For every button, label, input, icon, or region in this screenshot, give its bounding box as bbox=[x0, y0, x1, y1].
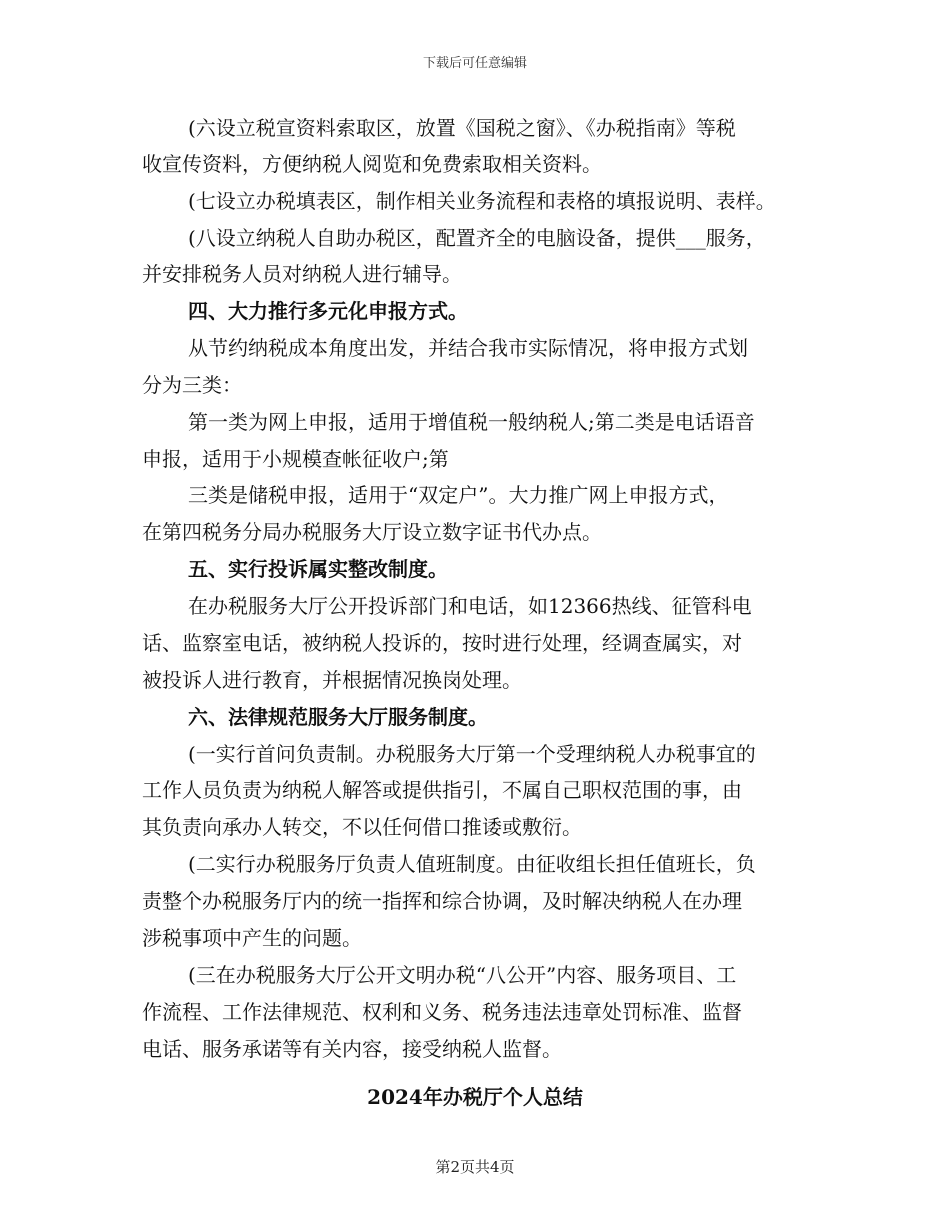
page-footer: 第2页共4页 bbox=[435, 1158, 515, 1176]
paragraph-line: 话、监察室电话，被纳税人投诉的，按时进行处理，经调查属实，对 bbox=[142, 631, 742, 655]
section-heading: 四、大力推行多元化申报方式。 bbox=[188, 299, 468, 323]
paragraph-line: 收宣传资料，方便纳税人阅览和免费索取相关资料。 bbox=[142, 152, 602, 176]
paragraph-line: 分为三类： bbox=[142, 373, 242, 397]
paragraph-line: 申报，适用于小规模查帐征收户;第 bbox=[142, 447, 449, 471]
paragraph-line: 从节约纳税成本角度出发，并结合我市实际情况，将申报方式划 bbox=[188, 336, 748, 360]
paragraph-line: 电话、服务承诺等有关内容，接受纳税人监督。 bbox=[142, 1037, 562, 1061]
paragraph-line: 工作人员负责为纳税人解答或提供指引，不属自己职权范围的事，由 bbox=[142, 778, 742, 802]
section-heading: 五、实行投诉属实整改制度。 bbox=[188, 557, 448, 581]
paragraph-line: (七设立办税填表区，制作相关业务流程和表格的填报说明、表样。 bbox=[188, 189, 776, 213]
section-heading: 六、法律规范服务大厅服务制度。 bbox=[188, 705, 488, 729]
page-header: 下载后可任意编辑 bbox=[422, 56, 527, 71]
paragraph-line: (一实行首问负责制。办税服务大厅第一个受理纳税人办税事宜的 bbox=[188, 742, 756, 766]
paragraph-line: 作流程、工作法律规范、权利和义务、税务违法违章处罚标准、监督 bbox=[142, 1000, 742, 1024]
document-title: 2024年办税厅个人总结 bbox=[367, 1085, 583, 1109]
paragraph-line: (三在办税服务大厅公开文明办税“八公开”内容、服务项目、工 bbox=[188, 963, 737, 987]
paragraph-line: 第一类为网上申报，适用于增值税一般纳税人;第二类是电话语音 bbox=[188, 410, 755, 434]
paragraph-line: 三类是储税申报，适用于“双定户”。大力推广网上申报方式， bbox=[188, 483, 729, 507]
paragraph-line: (二实行办税服务厅负责人值班制度。由征收组长担任值班长，负 bbox=[188, 852, 756, 876]
paragraph-line: 并安排税务人员对纳税人进行辅导。 bbox=[142, 262, 462, 286]
paragraph-line: 责整个办税服务厅内的统一指挥和综合协调，及时解决纳税人在办理 bbox=[142, 889, 742, 913]
paragraph-line: (八设立纳税人自助办税区，配置齐全的电脑设备，提供___服务， bbox=[188, 226, 766, 250]
paragraph-line: 涉税事项中产生的问题。 bbox=[142, 926, 362, 950]
paragraph-line: 被投诉人进行教育，并根据情况换岗处理。 bbox=[142, 668, 522, 692]
paragraph-line: (六设立税宣资料索取区，放置《国税之窗》、《办税指南》等税 bbox=[188, 116, 736, 140]
paragraph-line: 在办税服务大厅公开投诉部门和电话，如12366热线、征管科电 bbox=[188, 594, 752, 618]
paragraph-line: 在第四税务分局办税服务大厅设立数字证书代办点。 bbox=[142, 520, 602, 544]
paragraph-line: 其负责向承办人转交，不以任何借口推诿或敷衍。 bbox=[142, 815, 582, 839]
